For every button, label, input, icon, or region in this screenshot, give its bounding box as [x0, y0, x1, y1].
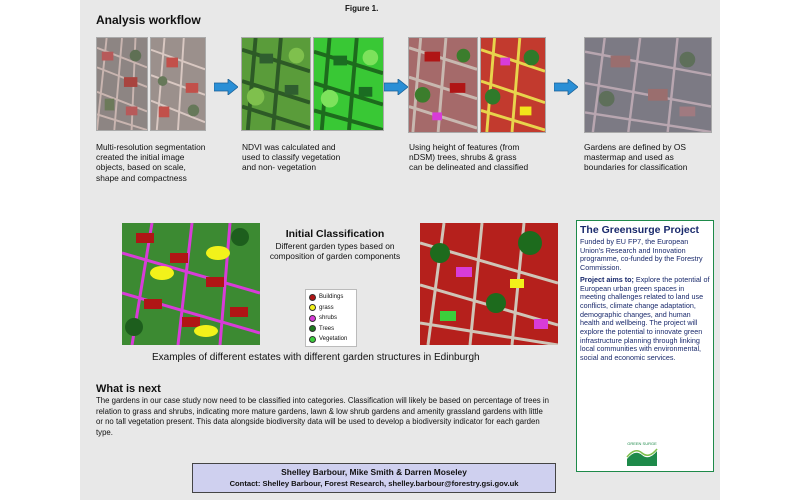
step-2-text: NDVI was calculated and used to classify vegetation and non- vegetation [242, 142, 341, 173]
arrow-right-icon-2 [384, 79, 408, 95]
author-contact: Contact: Shelley Barbour, Forest Research, shelley.barbour@forestry.gsi.gov.uk [229, 479, 519, 488]
step-3-text: Using height of features (from nDSM) trees, shrubs & grass can be delineated and classified [409, 142, 529, 173]
greensurge-aims [580, 276, 710, 363]
step-4-text: Gardens are defined by OS mastermap and used as boundaries for classification [584, 142, 688, 173]
greensurge-title: The Greensurge Project [580, 224, 700, 236]
classification-legend [305, 289, 357, 347]
greensurge-aims-label: Project aims to; [580, 274, 634, 284]
legend-label: Trees [319, 325, 335, 332]
legend-swatch [309, 315, 316, 322]
author-box [192, 463, 556, 493]
legend-label: grass [319, 304, 334, 311]
author-names: Shelley Barbour, Mike Smith & Darren Moseley [281, 467, 467, 477]
estate-classification-image-2 [420, 223, 558, 345]
legend-swatch [309, 294, 316, 301]
legend-item-trees [309, 324, 353, 335]
legend-swatch [309, 325, 316, 332]
legend-item-buildings [309, 292, 353, 303]
poster [80, 0, 720, 500]
estates-caption: Examples of different estates with different garden structures in Edinburgh [152, 352, 480, 363]
legend-swatch [309, 336, 316, 343]
legend-item-shrubs [309, 313, 353, 324]
estate-classification-image-1 [122, 223, 260, 345]
legend-label: Buildings [319, 294, 344, 301]
ndvi-image-2 [313, 37, 384, 131]
initial-classification-subtitle: Different garden types based on composition of garden components [269, 241, 401, 261]
svg-text:GREEN SURGE: GREEN SURGE [627, 441, 657, 446]
arrow-right-icon-3 [554, 79, 578, 95]
legend-item-grass [309, 303, 353, 314]
mastermap-image [584, 37, 712, 133]
step-1-text: Multi-resolution segmentation created the initial image objects, based on scale, shape and compactness [96, 142, 206, 183]
greensurge-panel [576, 220, 714, 472]
greensurge-aims-text: Explore the potential of European urban green spaces in meeting challenges related to land use conflicts, climate change adaptation, demographic changes, and human health and wellbeing. The project will explore the potential to innovate green infrastructure planning through linking local communities with environmental, social and economic services. [580, 274, 710, 363]
segmentation-image-2 [150, 37, 206, 131]
legend-item-vegetation [309, 334, 353, 345]
legend-swatch [309, 304, 316, 311]
analysis-workflow-title: Analysis workflow [96, 13, 201, 27]
ndsm-image-1 [408, 37, 478, 133]
greensurge-funding: Funded by EU FP7, the European Union's Research and Innovation programme, co-funded by the Forestry Commission. [580, 237, 703, 273]
legend-label: Vegetation [319, 336, 348, 343]
greensurge-logo-icon [625, 439, 659, 467]
initial-classification-title: Initial Classification [285, 228, 385, 240]
ndsm-image-2 [480, 37, 546, 133]
arrow-right-icon-1 [214, 79, 238, 95]
legend-label: shrubs [319, 315, 338, 322]
what-is-next-title: What is next [96, 383, 161, 395]
segmentation-image-1 [96, 37, 148, 131]
what-is-next-body: The gardens in our case study now need to be classified into categories. Classification will likely be based on percentage of trees in relation to grass and shrubs, indicating more mature gardens, lawn & low shrub gardens and amenity grassland gardens with little or no tall vegetation present. This data alongside biodiversity data will be used to develop a biodiversity indicator for each garden type. [96, 396, 549, 437]
ndvi-image-1 [241, 37, 311, 131]
figure-caption: Figure 1. [345, 4, 379, 13]
